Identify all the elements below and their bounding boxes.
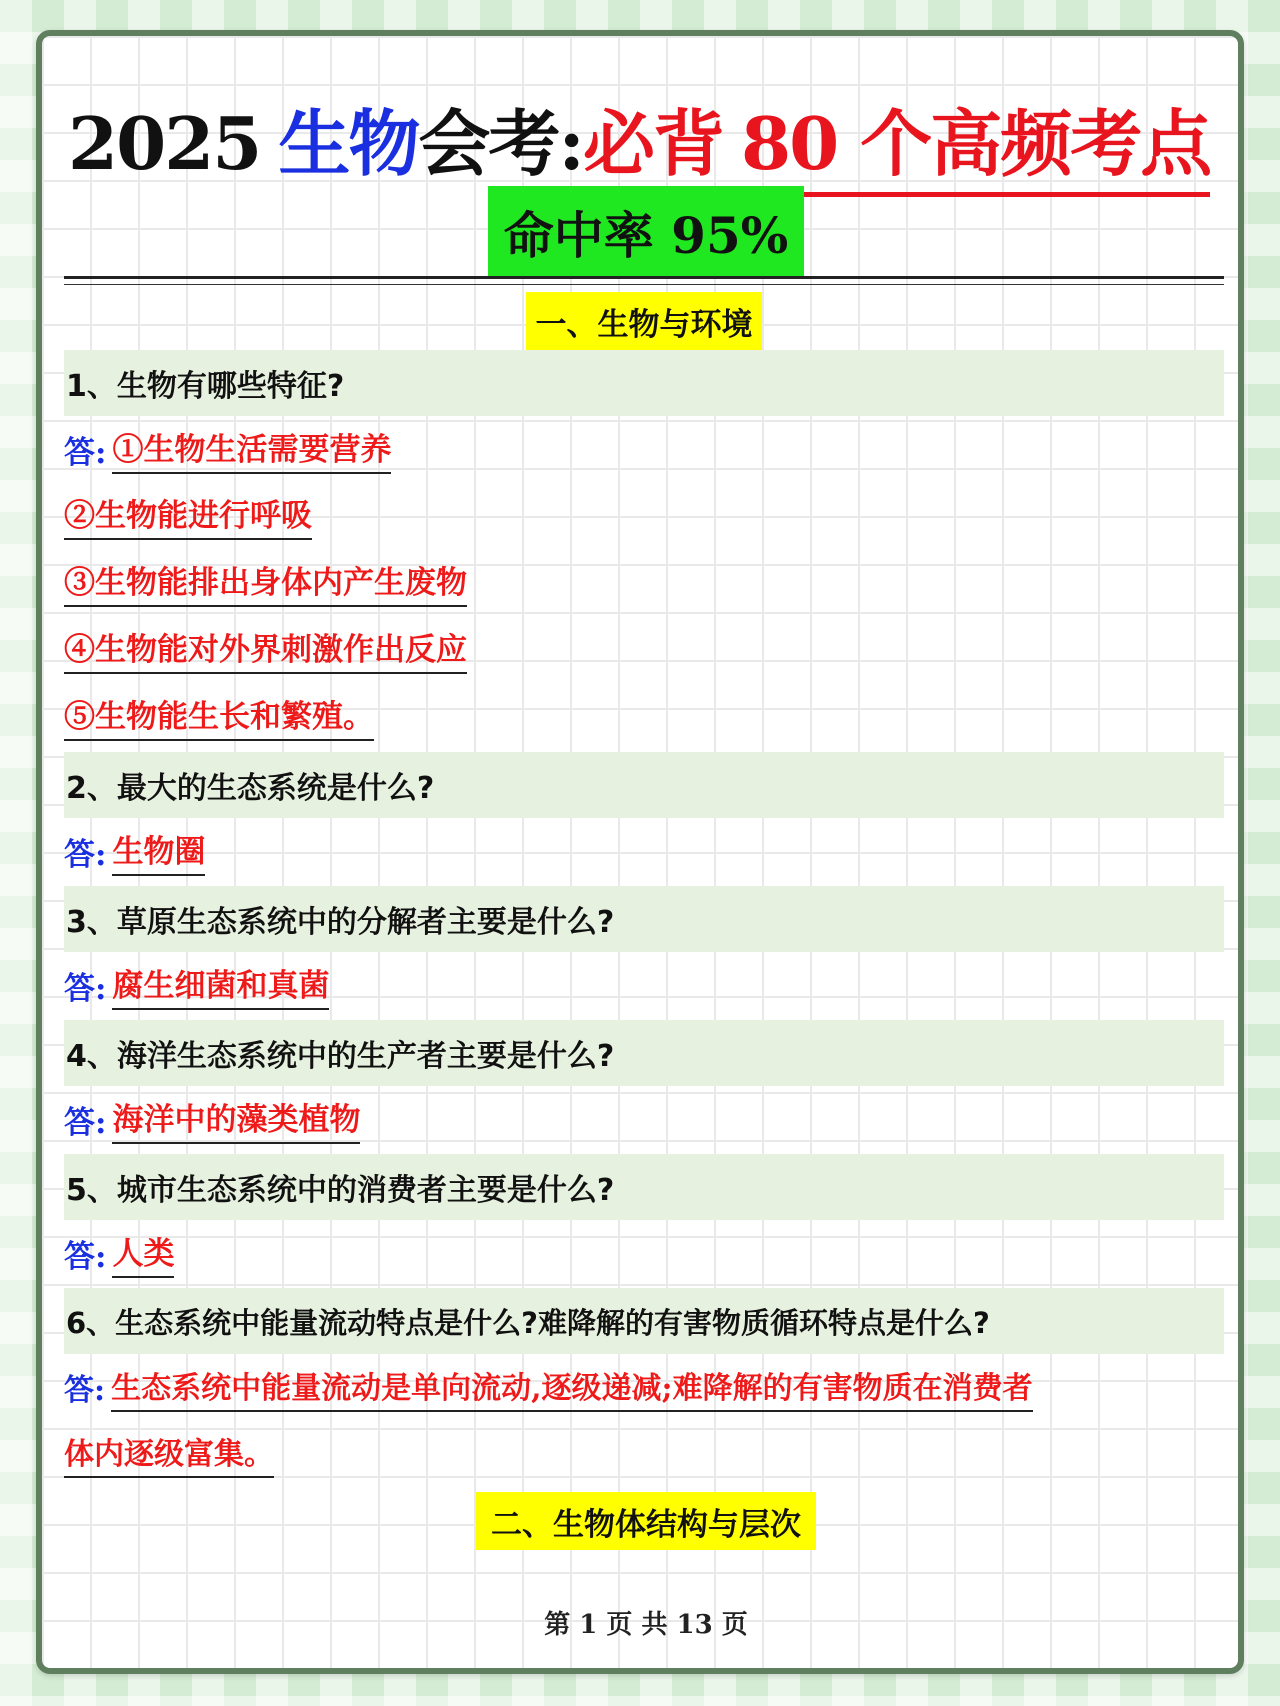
- answer-text: 腐生细菌和真菌: [112, 960, 329, 1010]
- answer-text: ②生物能进行呼吸: [64, 490, 312, 540]
- page-title: [68, 86, 1228, 186]
- question-6: 6、生态系统中能量流动特点是什么?难降解的有害物质循环特点是什么?: [64, 1288, 1224, 1354]
- answer-text: ⑤生物能生长和繁殖。: [64, 691, 374, 741]
- answer-2: [64, 818, 1224, 884]
- title-exam: 会考:: [418, 101, 583, 186]
- answer-text: 人类: [112, 1228, 174, 1278]
- answer-text: 生物圈: [112, 826, 205, 876]
- answer-text: 海洋中的藻类植物: [112, 1094, 360, 1144]
- title-year: 2025: [68, 101, 261, 186]
- divider-thin: [64, 284, 1224, 285]
- divider-thick: [64, 276, 1224, 279]
- answer-1-line-3: [64, 549, 1224, 615]
- answer-1-line-5: [64, 683, 1224, 749]
- section-heading-2: 二、生物体结构与层次: [476, 1492, 816, 1550]
- answer-text: ④生物能对外界刺激作出反应: [64, 624, 467, 674]
- question-5: 5、城市生态系统中的消费者主要是什么?: [64, 1154, 1224, 1220]
- title-must: 必背: [583, 101, 724, 186]
- hit-rate-badge: 命中率 95%: [488, 186, 804, 278]
- answer-label: 答:: [64, 1104, 107, 1141]
- title-highlight: 80 个高频考点: [741, 86, 1210, 197]
- answer-6-line-1: [64, 1354, 1224, 1420]
- answer-1-line-4: [64, 616, 1224, 682]
- answer-label: 答:: [64, 1373, 106, 1408]
- question-4: 4、海洋生态系统中的生产者主要是什么?: [64, 1020, 1224, 1086]
- answer-label: 答:: [64, 836, 107, 873]
- section-heading-1: 一、生物与环境: [526, 292, 762, 350]
- title-subject: 生物: [278, 101, 419, 186]
- answer-1-line-1: [64, 416, 1224, 482]
- question-3: 3、草原生态系统中的分解者主要是什么?: [64, 886, 1224, 952]
- answer-label: 答:: [64, 1238, 107, 1275]
- answer-5: [64, 1220, 1224, 1286]
- answer-text: 体内逐级富集。: [64, 1429, 274, 1478]
- answer-text: 生态系统中能量流动是单向流动,逐级递减;难降解的有害物质在消费者: [111, 1363, 1033, 1412]
- page-card: [36, 30, 1244, 1674]
- answer-6-line-2: [64, 1420, 1224, 1486]
- question-1: 1、生物有哪些特征?: [64, 350, 1224, 416]
- answer-label: 答:: [64, 434, 107, 471]
- answer-1-line-2: [64, 482, 1224, 548]
- answer-text: ①生物生活需要营养: [112, 424, 391, 474]
- answer-text: ③生物能排出身体内产生废物: [64, 557, 467, 607]
- answer-4: [64, 1086, 1224, 1152]
- answer-3: [64, 952, 1224, 1018]
- answer-label: 答:: [64, 970, 107, 1007]
- question-2: 2、最大的生态系统是什么?: [64, 752, 1224, 818]
- page-footer: 第 1 页 共 13 页: [544, 1610, 748, 1640]
